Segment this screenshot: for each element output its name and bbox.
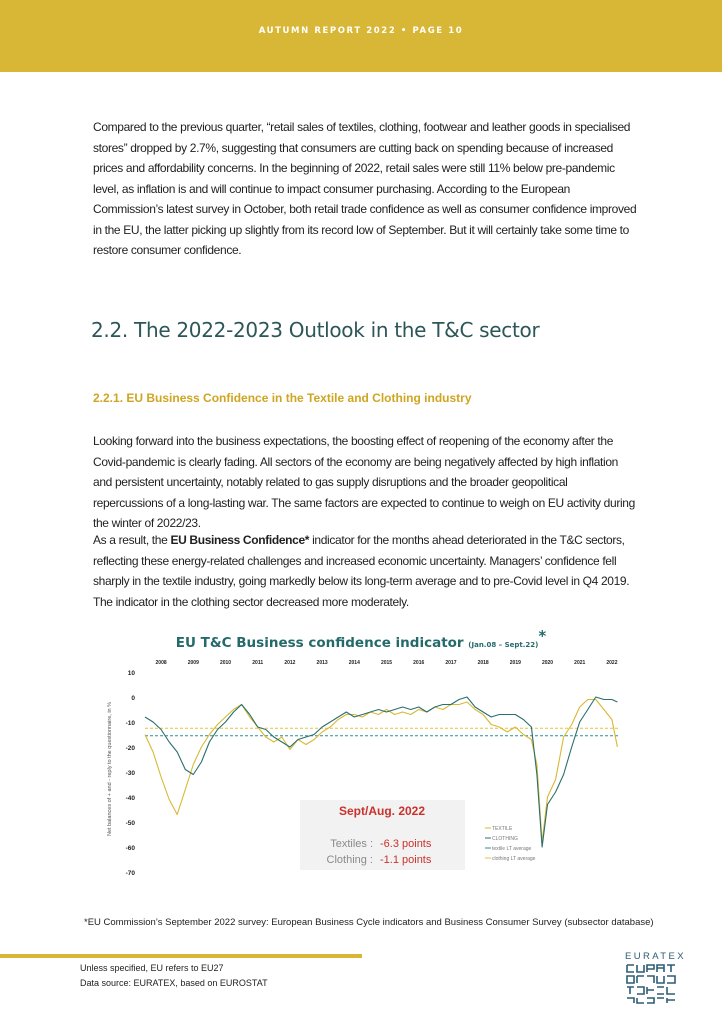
callout-textiles-value: -6.3 points [380, 838, 432, 850]
x-year-label: 2022 [606, 660, 618, 666]
x-year-label: 2018 [477, 660, 489, 666]
y-tick-label: 0 [131, 695, 135, 702]
legend-clothing-average-label: clothing LT average [492, 856, 536, 862]
x-year-label: 2015 [380, 660, 393, 666]
header-bar [0, 0, 722, 72]
x-year-label: 2009 [187, 660, 199, 666]
x-year-label: 2017 [445, 660, 457, 666]
confidence-chart [100, 652, 630, 884]
x-year-label: 2013 [316, 660, 328, 666]
x-year-label: 2019 [509, 660, 521, 666]
x-year-label: 2011 [252, 660, 264, 666]
callout-title: Sept/Aug. 2022 [338, 804, 426, 818]
footer-data-source: Data source: EURATEX, based on EUROSTAT [80, 978, 268, 988]
x-year-label: 2012 [284, 660, 296, 666]
paragraph-text-start: As a result, the [93, 533, 171, 547]
section-heading: 2.2. The 2022-2023 Outlook in the T&C sector [91, 318, 540, 342]
euratex-logo-text: EURATEX [625, 951, 686, 962]
y-tick-label: -60 [125, 845, 135, 852]
legend-clothing-label: CLOTHING [492, 836, 518, 842]
confidence-paragraph [93, 530, 638, 612]
header-title: AUTUMN REPORT 2022 • PAGE 10 [258, 26, 464, 36]
footer-rule [0, 954, 362, 958]
y-tick-label: -50 [125, 820, 135, 827]
euratex-logo-icon [626, 964, 678, 1004]
chart-subtitle: (Jan.08 – Sept.22) [468, 641, 539, 649]
footer-note-eu: Unless specified, EU refers to EU27 [80, 963, 224, 973]
y-tick-label: -10 [125, 720, 135, 727]
callout-clothing-value: -1.1 points [380, 854, 432, 866]
x-year-label: 2010 [219, 660, 232, 666]
callout-clothing-label: Clothing : [326, 854, 373, 866]
y-tick-label: -40 [125, 795, 135, 802]
chart-title [0, 627, 722, 651]
y-axis-label: Net balances of + and - reply to the questionnaire, in % [107, 701, 113, 837]
chart-title-asterisk: * [538, 627, 547, 645]
footnote: *EU Commission’s September 2022 survey: European Business Cycle indicators and Business Consumer Survey (subsector database) [84, 917, 654, 928]
x-year-label: 2020 [541, 660, 554, 666]
x-year-label: 2008 [155, 660, 167, 666]
callout-textiles-label: Textiles : [330, 838, 373, 850]
subsection-heading: 2.2.1. EU Business Confidence in the Textile and Clothing industry [93, 391, 472, 405]
outlook-paragraph: Looking forward into the business expectations, the boosting effect of reopening of the economy after the Covid-pandemic is clearly fading. All sectors of the economy are being negatively affected by high inflation and persistent uncertainty, notably related to gas supply disruptions and the broader geopolitical repercussions of a long-lasting war. The same factors are expected to continue to weigh on EU activity during the winter of 2022/23. [93, 434, 635, 530]
y-tick-label: -30 [125, 770, 135, 777]
x-year-label: 2021 [574, 660, 586, 666]
y-tick-label: 10 [127, 670, 135, 677]
intro-paragraph: Compared to the previous quarter, “retail sales of textiles, clothing, footwear and leather goods in specialised stores” dropped by 2.7%, suggesting that consumers are cutting back on spending because of increased prices and affordability concerns. In the beginning of 2022, retail sales were still 11% below pre-pandemic level, as inflation is and will continue to impact consumer purchasing. According to the European Commission’s latest survey in October, both retail trade confidence as well as consumer confidence improved in the EU, the latter picking up slightly from its record low of September. But it will certainly take some time to restore consumer confidence. [93, 120, 637, 257]
legend-textile-label: TEXTILE [492, 826, 513, 832]
y-tick-label: -20 [125, 745, 135, 752]
legend-textile-average-label: textile LT average [492, 846, 532, 852]
y-tick-label: -70 [125, 870, 135, 877]
x-year-label: 2014 [348, 660, 360, 666]
paragraph-text-end: indicator for the months ahead deteriorated in the T&C sectors, reflecting these energy-related challenges and increased economic uncertainty. Managers’ confidence fell sharply in the textile industry, going markedly below its long-term average and to pre-Covid level in Q4 2019. The indicator in the clothing sector decreased more moderately. [93, 533, 630, 609]
chart-title-text: EU T&C Business confidence indicator [175, 635, 464, 651]
indicator-name: EU Business Confidence* [170, 533, 310, 547]
x-year-label: 2016 [413, 660, 425, 666]
